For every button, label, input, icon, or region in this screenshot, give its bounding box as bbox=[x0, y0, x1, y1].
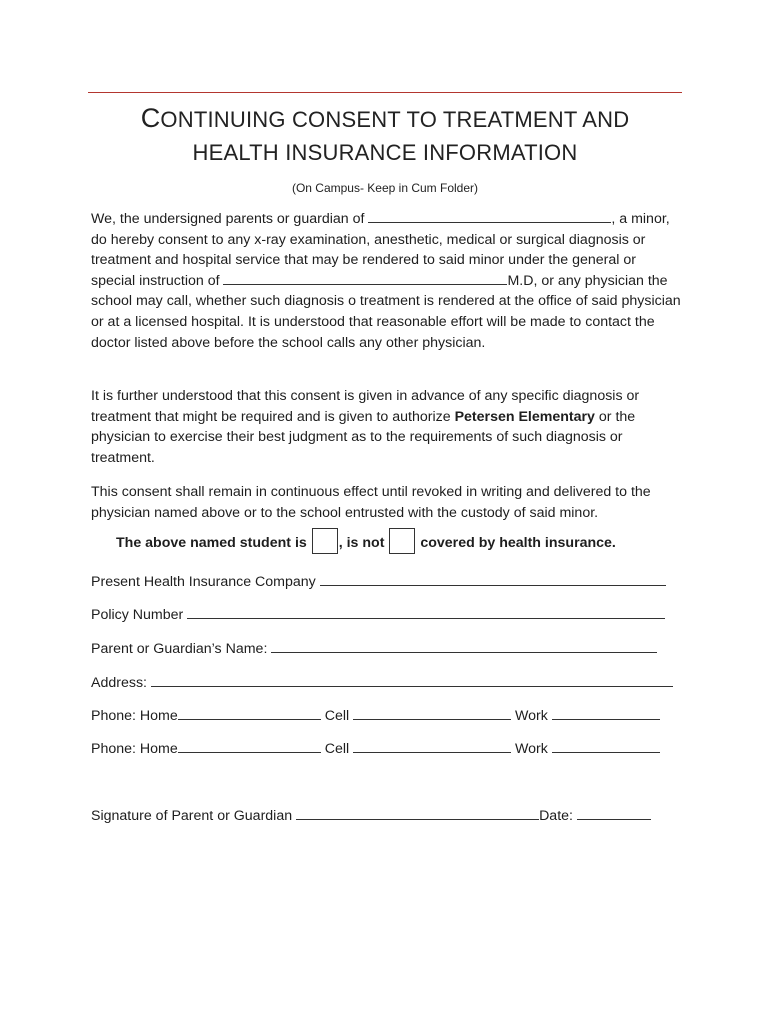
work-phone-field-2[interactable] bbox=[552, 738, 660, 753]
paragraph-1-text-b: , a minor, do hereby consent to any x-ray examination, anesthetic, medical or surgical diagnosis or treatment and hospital service that may be rendered to said minor under the general or special instruction of bbox=[91, 211, 670, 289]
home-phone-field-2[interactable] bbox=[178, 738, 321, 753]
cell-label-2: Cell bbox=[320, 741, 354, 757]
signature-label: Signature of Parent or Guardian bbox=[91, 808, 297, 824]
work-label-1: Work bbox=[511, 708, 552, 724]
consent-paragraph-3: This consent shall remain in continuous effect until revoked in writing and delivered to the physician named above or to the school entrusted with the custody of said minor. bbox=[91, 484, 651, 521]
guardian-name-field[interactable] bbox=[271, 638, 657, 653]
title-line-1-text: ONTINUING CONSENT TO TREATMENT AND bbox=[160, 107, 630, 132]
form-title-line-1 bbox=[0, 103, 770, 134]
signature-field[interactable] bbox=[296, 805, 539, 820]
guardian-name-label: Parent or Guardian’s Name: bbox=[91, 641, 272, 657]
work-phone-field-1[interactable] bbox=[552, 705, 660, 720]
policy-number-row bbox=[91, 604, 665, 623]
minor-name-blank[interactable] bbox=[368, 210, 611, 223]
paragraph-2-text-b: or the physician to exercise their best judgment as to the requirements of such diagnosis or treatment. bbox=[91, 408, 636, 466]
guardian-name-row bbox=[91, 638, 657, 657]
date-label: Date: bbox=[539, 808, 577, 824]
phone-row-2 bbox=[91, 738, 660, 757]
address-field[interactable] bbox=[151, 672, 673, 687]
insurance-company-field[interactable] bbox=[320, 571, 666, 586]
physician-name-blank[interactable] bbox=[223, 272, 507, 285]
form-title-line-2: HEALTH INSURANCE INFORMATION bbox=[192, 140, 578, 165]
is-covered-checkbox[interactable] bbox=[312, 528, 338, 554]
date-field[interactable] bbox=[577, 805, 651, 820]
address-label: Address: bbox=[91, 675, 151, 691]
paragraph-1-text-c: M.D, or any physician the school may call, whether such diagnosis o treatment is rendered at the office of said physician or at a licensed hospital. It is understood that reasonable effort will be made to contact the doctor listed above before the school calls any other physician. bbox=[91, 272, 681, 351]
policy-number-label: Policy Number bbox=[91, 607, 188, 623]
home-phone-field-1[interactable] bbox=[178, 705, 321, 720]
consent-paragraph-2 bbox=[91, 386, 681, 468]
insurance-text-c: covered by health insurance. bbox=[416, 535, 616, 551]
paragraph-2-text-a: It is further understood that this consent is given in advance of any specific diagnosis or treatment that might be required and is given to authorize bbox=[91, 388, 640, 425]
consent-paragraph-1 bbox=[91, 209, 681, 353]
cell-phone-field-2[interactable] bbox=[353, 738, 511, 753]
is-not-covered-checkbox[interactable] bbox=[389, 528, 415, 554]
form-subtitle: (On Campus- Keep in Cum Folder) bbox=[291, 181, 479, 195]
insurance-text-a: The above named student is bbox=[116, 535, 311, 551]
school-name: Petersen Elementary bbox=[454, 408, 595, 425]
insurance-company-row bbox=[91, 571, 666, 590]
phone-row-1 bbox=[91, 705, 660, 724]
title-drop-letter: C bbox=[140, 103, 161, 133]
phone-home-label-2: Phone: Home bbox=[91, 741, 178, 757]
work-label-2: Work bbox=[511, 741, 552, 757]
cell-phone-field-1[interactable] bbox=[353, 705, 511, 720]
insurance-company-label: Present Health Insurance Company bbox=[91, 574, 320, 590]
signature-row bbox=[91, 805, 651, 824]
cell-label-1: Cell bbox=[320, 708, 354, 724]
address-row bbox=[91, 672, 673, 691]
insurance-statement bbox=[116, 528, 616, 554]
header-rule bbox=[88, 92, 682, 93]
phone-home-label-1: Phone: Home bbox=[91, 708, 178, 724]
insurance-text-b: , is not bbox=[338, 535, 389, 551]
policy-number-field[interactable] bbox=[187, 604, 665, 619]
paragraph-1-text-a: We, the undersigned parents or guardian of bbox=[91, 211, 369, 227]
